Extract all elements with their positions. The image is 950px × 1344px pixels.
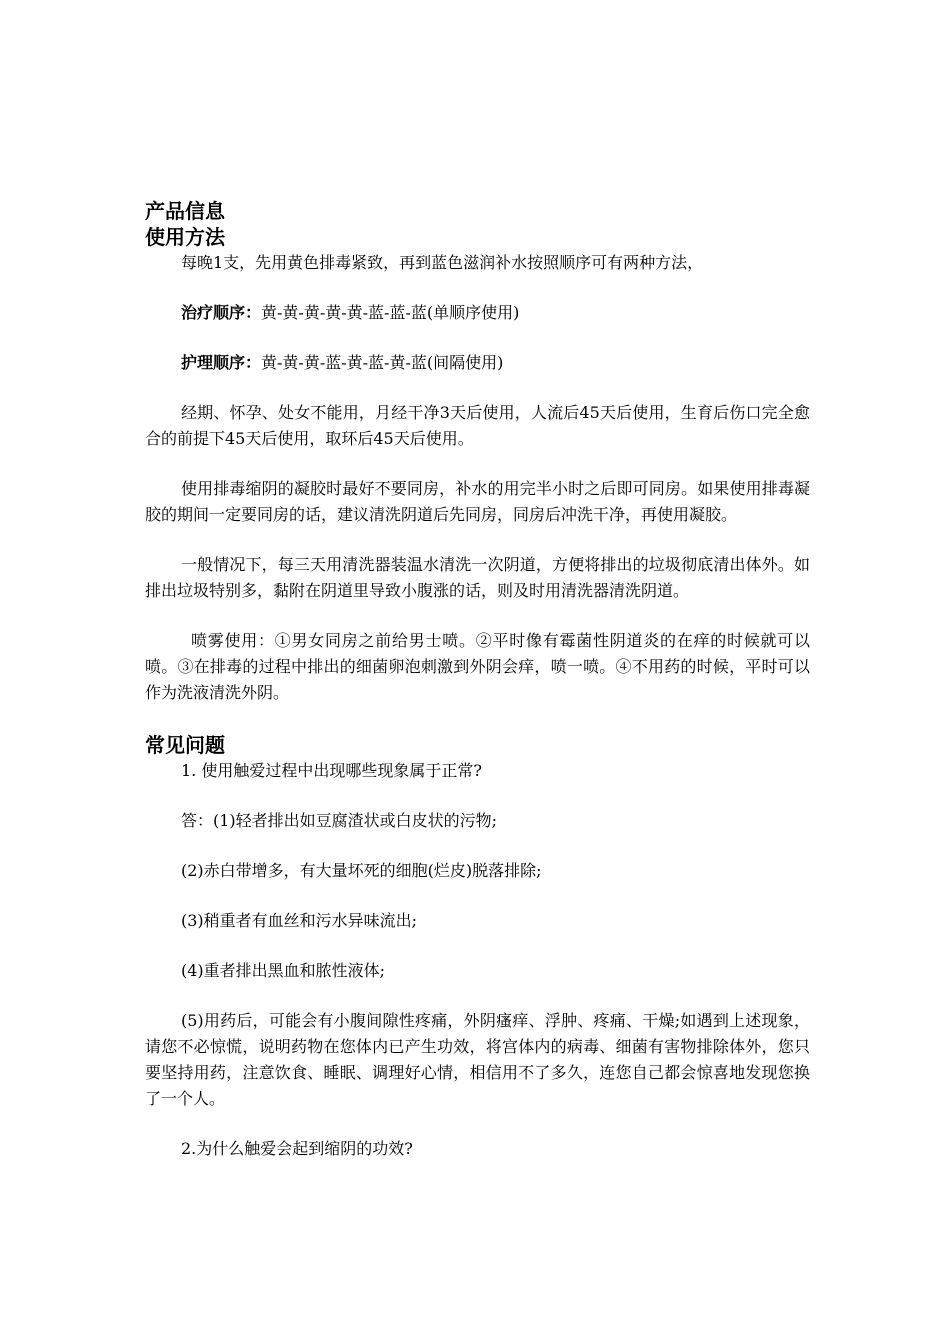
faq-answer-5: (5)用药后，可能会有小腹间隙性疼痛，外阴瘙痒、浮肿、疼痛、干燥;如遇到上述现象，请您不必惊慌，说明药物在您体内已产生功效，将宫体内的病毒、细菌有害物排除体外，您只要坚持用药，注意饮食、睡眠、调理好心情，相信用不了多久，连您自己都会惊喜地发现您换了一个人。 <box>145 1011 810 1108</box>
section-heading-faq: 常见问题 <box>145 733 225 757</box>
care-order <box>145 350 810 376</box>
faq-answer-3: (3)稍重者有血丝和污水异味流出; <box>181 911 418 930</box>
usage-intro: 每晚1支，先用黄色排毒紧致，再到蓝色滋润补水按照顺序可有两种方法， <box>181 253 704 272</box>
usage-cleaning-note: 一般情况下，每三天用清洗器装温水清洗一次阴道，方便将排出的垃圾彻底清出体外。如排出垃圾特别多，黏附在阴道里导致小腹涨的话，则及时用清洗器清洗阴道。 <box>145 555 810 600</box>
faq-answer-1: 答：(1)轻者排出如豆腐渣状或白皮状的污物; <box>181 811 498 830</box>
usage-spray-note: 喷雾使用：①男女同房之前给男士喷。②平时像有霉菌性阴道炎的在痒的时候就可以喷。③在排毒的过程中排出的细菌卵泡刺激到外阴会痒，喷一喷。④不用药的时候，平时可以作为洗液清洗外阴。 <box>145 631 810 702</box>
treatment-order <box>145 300 810 326</box>
treatment-order-value: 黄-黄-黄-黄-黄-蓝-蓝-蓝(单顺序使用) <box>261 303 520 322</box>
usage-restrictions: 经期、怀孕、处女不能用，月经干净3天后使用，人流后45天后使用，生育后伤口完全愈合的前提下45天后使用，取环后45天后使用。 <box>145 403 810 448</box>
section-heading-usage: 使用方法 <box>145 225 225 249</box>
care-order-label: 护理顺序： <box>181 353 262 372</box>
usage-intercourse-note: 使用排毒缩阴的凝胶时最好不要同房，补水的用完半小时之后即可同房。如果使用排毒凝胶的期间一定要同房的话，建议清洗阴道后先同房，同房后冲洗干净，再使用凝胶。 <box>145 479 810 524</box>
faq-question-2: 2.为什么触爱会起到缩阴的功效? <box>181 1139 413 1158</box>
care-order-value: 黄-黄-黄-蓝-黄-蓝-黄-蓝(间隔使用) <box>261 353 504 372</box>
document-content <box>145 198 810 1162</box>
faq-question-1: 1. 使用触爱过程中出现哪些现象属于正常? <box>181 761 482 780</box>
faq-answer-2: (2)赤白带增多，有大量坏死的细胞(烂皮)脱落排除; <box>181 861 542 880</box>
treatment-order-label: 治疗顺序： <box>181 303 262 322</box>
doc-title: 产品信息 <box>145 199 225 223</box>
faq-answer-4: (4)重者排出黑血和脓性液体; <box>181 961 386 980</box>
